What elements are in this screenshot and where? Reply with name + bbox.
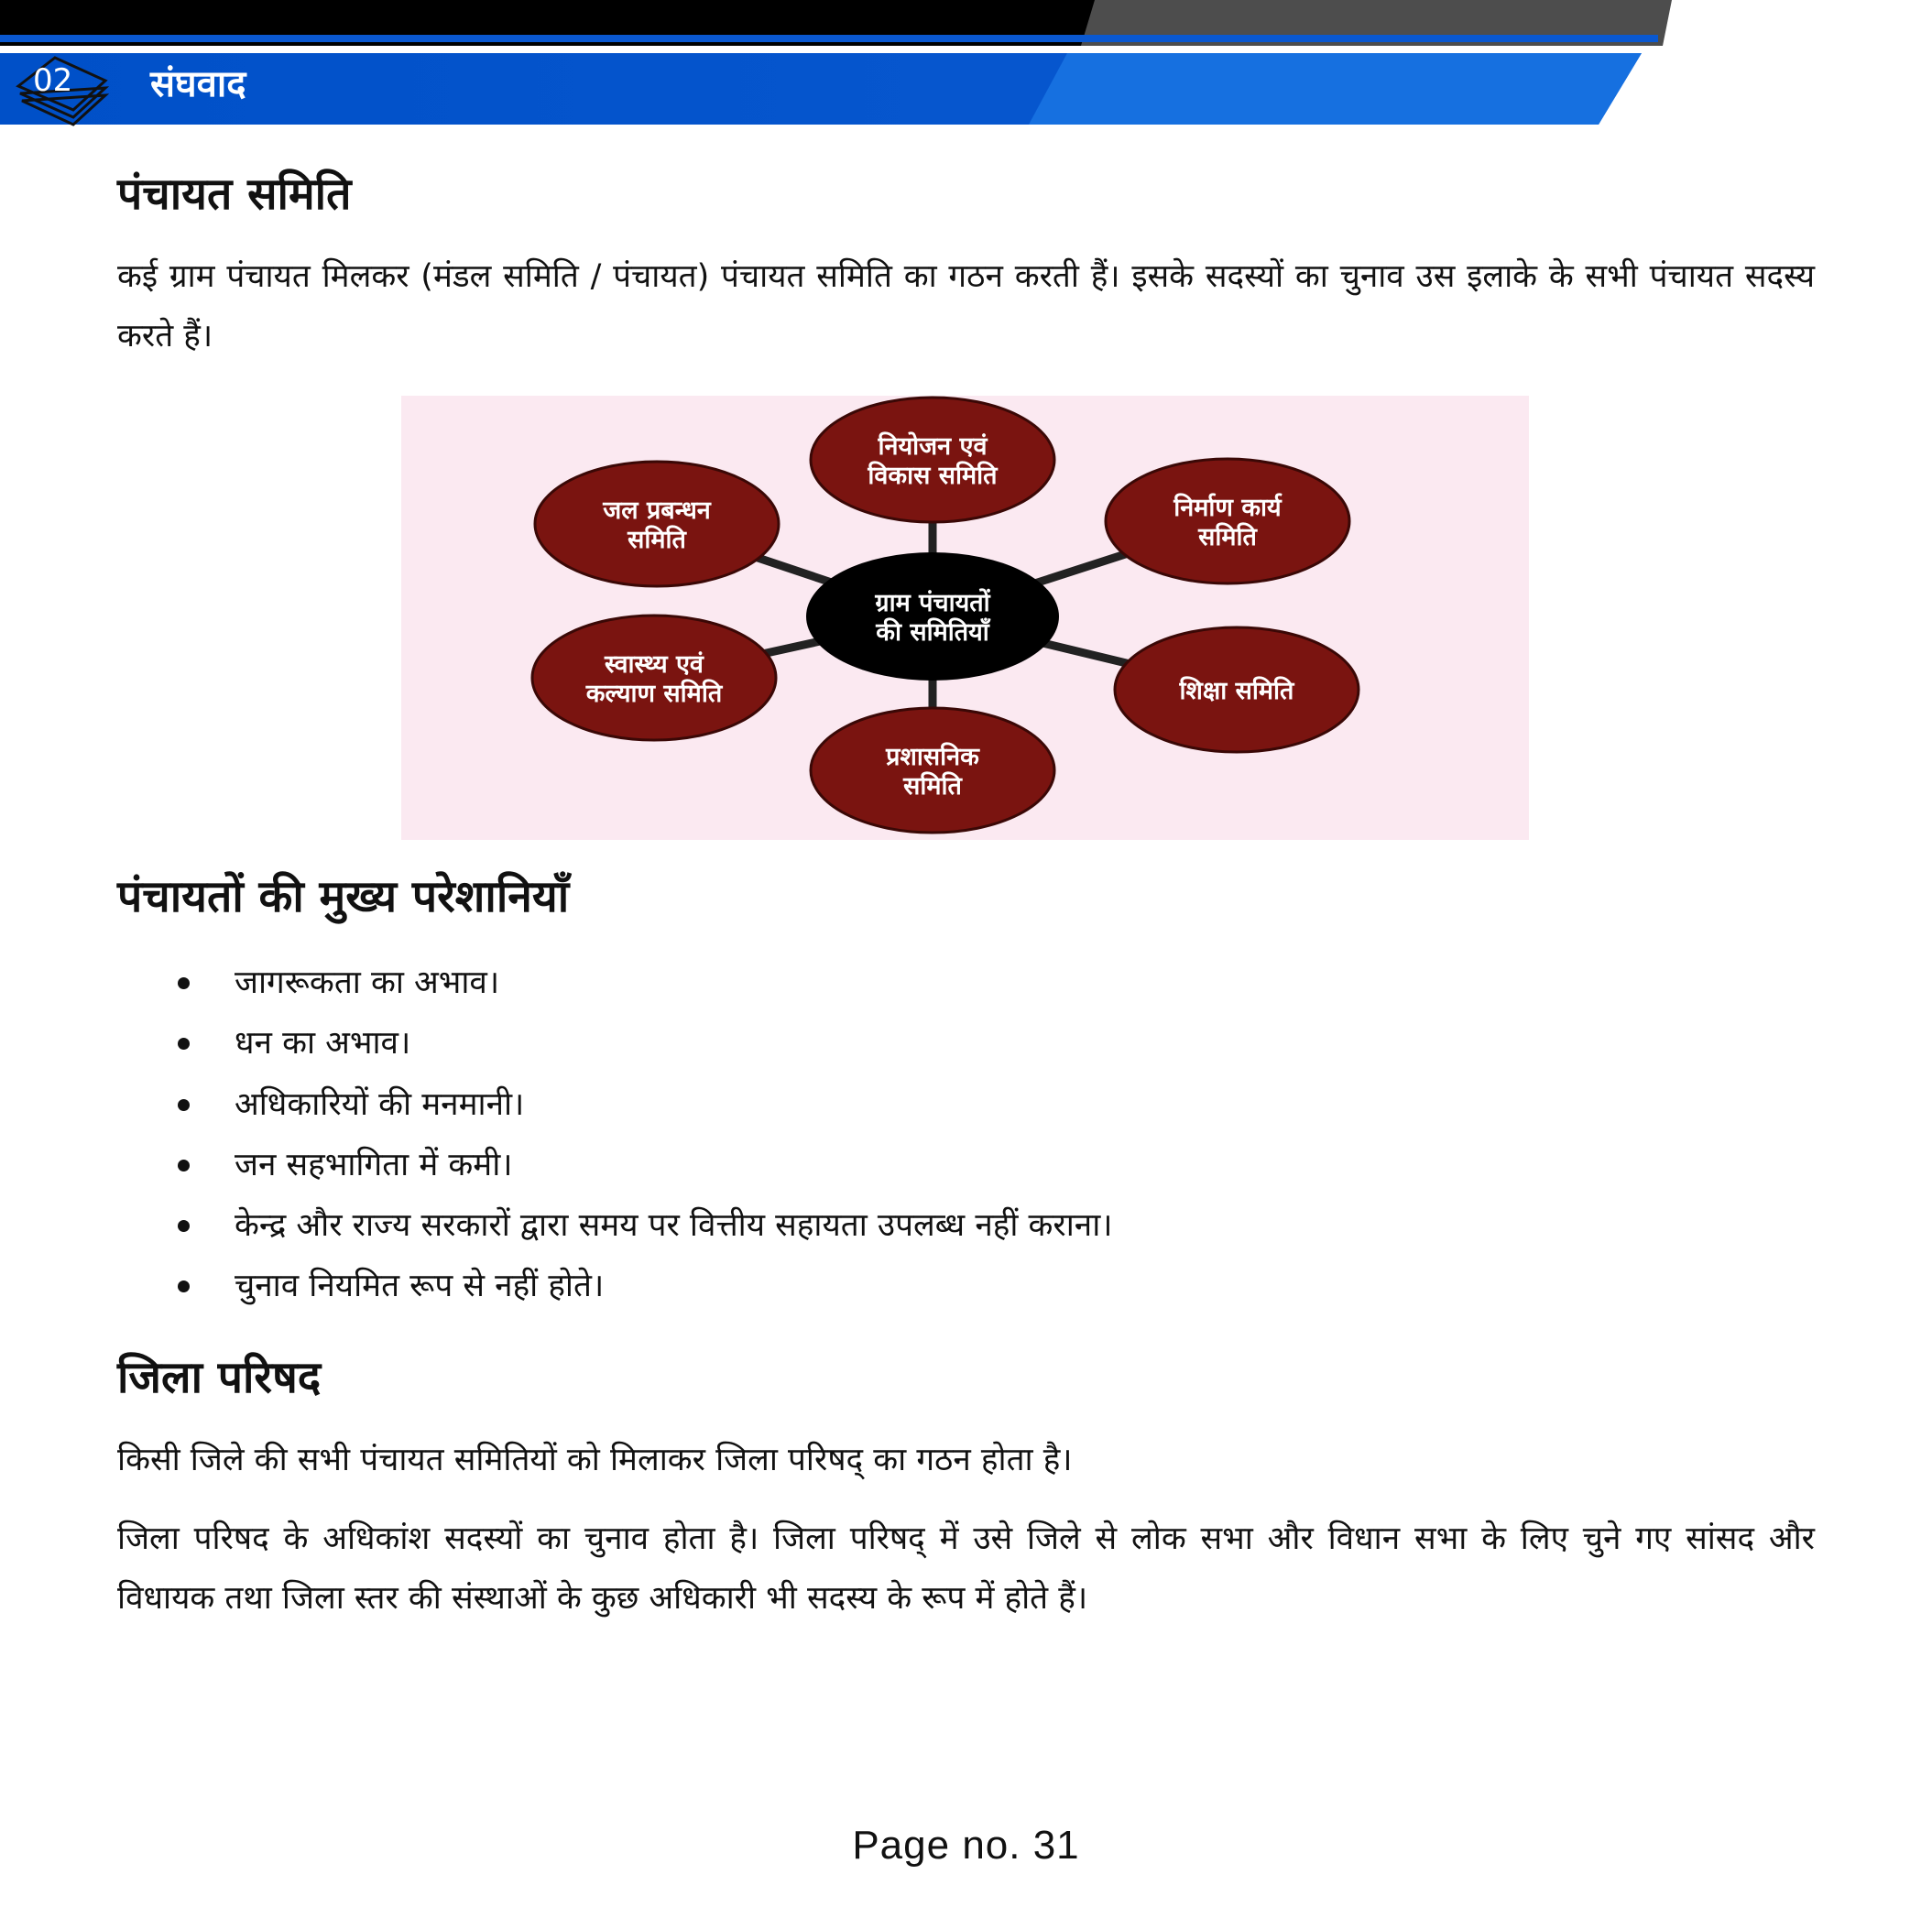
committees-diagram [401,396,1529,840]
list-item [174,1074,1113,1135]
node-label: समिति [903,772,962,801]
header-decorative-bar [0,0,1932,50]
zila-parishad-paragraph-2: जिला परिषद के अधिकांश सदस्यों का चुनाव होता है। जिला परिषद् में उसे जिले से लोक सभा और विधान सभा के लिए चुने गए सांसद और विधायक तथा जिला स्तर की संस्थाओं के कुछ अधिकारी भी सदस्य के रूप में होते हैं। [117,1520,1815,1617]
list-item-text: केन्द्र और राज्य सरकारों द्वारा समय पर वित्तीय सहायता उपलब्ध नहीं कराना। [235,1207,1113,1245]
list-item-text: अधिकारियों की मनमानी। [235,1085,525,1123]
chapter-number: 02 [33,62,73,99]
node-label: समिति [628,526,686,554]
list-item-text: जागरूकता का अभाव। [235,964,500,1001]
node-label: जल प्रबन्धन [603,496,711,525]
node-label: समिति [1198,523,1257,551]
panchayat-samiti-paragraph: कई ग्राम पंचायत मिलकर (मंडल समिति / पंचायत) पंचायत समिति का गठन करती हैं। इसके सदस्यों का चुनाव उस इलाके के सभी पंचायत सदस्य करते हैं। [117,258,1815,354]
list-item-text: चुनाव नियमित रूप से नहीं होते। [235,1268,605,1305]
zila-parishad-paragraph-1: किसी जिले की सभी पंचायत समितियों को मिलाकर जिला परिषद् का गठन होता है। [117,1442,1073,1478]
chapter-title: संघवाद [150,63,246,105]
bullet-icon [178,1280,190,1292]
node-label: की समितियाँ [876,618,989,647]
section-heading-panchayat-samiti: पंचायत समिति [117,169,352,220]
bullet-icon [178,977,190,989]
bullet-icon [178,1220,190,1232]
chapter-header-band [0,53,1932,125]
list-item-text: धन का अभाव। [235,1025,411,1062]
node-label: शिक्षा समिति [1179,677,1294,705]
list-item-text: जन सहभागिता में कमी। [235,1146,513,1183]
problems-list [174,953,1113,1317]
section-heading-problems: पंचायतों की मुख्य परेशानियाँ [117,871,570,922]
bullet-icon [178,1038,190,1050]
section-heading-zila-parishad: जिला परिषद [117,1352,322,1403]
bullet-icon [178,1099,190,1111]
node-label: निर्माण कार्य [1173,494,1282,522]
node-label: ग्राम पंचायतों [875,589,990,617]
node-label: प्रशासनिक [886,743,979,771]
list-item [174,953,1113,1013]
list-item [174,1195,1113,1256]
node-label: विकास समिति [868,462,998,490]
page-number: Page no. 31 [852,1823,1080,1868]
node-label: कल्याण समिति [585,680,723,708]
node-label: स्वास्थ्य एवं [605,650,704,679]
list-item [174,1013,1113,1073]
list-item [174,1135,1113,1195]
node-label: नियोजन एवं [878,432,988,461]
list-item [174,1256,1113,1316]
bullet-icon [178,1160,190,1171]
